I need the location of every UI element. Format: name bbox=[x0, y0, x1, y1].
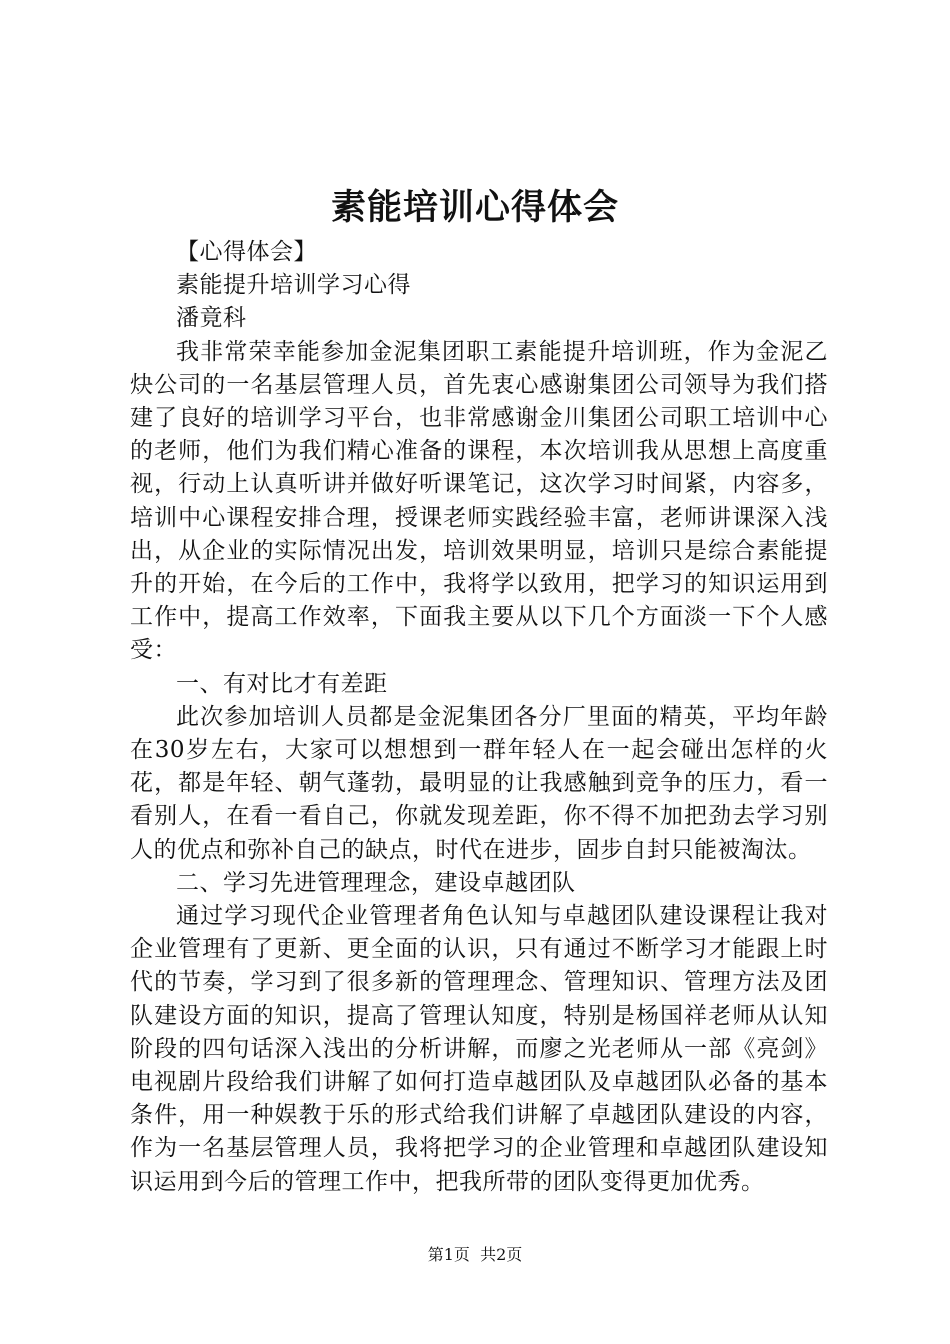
section-heading-2: 二、学习先进管理理念，建设卓越团队 bbox=[176, 869, 576, 896]
paragraph-section-2: 通过学习现代企业管理者角色认知与卓越团队建设课程让我对企业管理有了更新、更全面的认识，只有通过不断学习才能跟上时代的节奏，学习到了很多新的管理理念、管理知识、管理方法及团队建设方面的知识，提高了管理认知度，特别是杨国祥老师从认知阶段的四句话深入浅出的分析讲解，而廖之光老师从一部《亮剑》电视剧片段给我们讲解了如何打造卓越团队及卓越团队必备的基本条件，用一种娱教于乐的形式给我们讲解了卓越团队建设的内容，作为一名基层管理人员，我将把学习的企业管理和卓越团队建设知识运用到今后的管理工作中，把我所带的团队变得更加优秀。 bbox=[130, 903, 828, 1195]
paragraph-tag: 【心得体会】 bbox=[176, 239, 317, 265]
section-heading-1: 一、有对比才有差距 bbox=[176, 670, 388, 697]
page-number: 第1页 共2页 bbox=[427, 1245, 523, 1264]
paragraph-intro: 我非常荣幸能参加金泥集团职工素能提升培训班，作为金泥乙炔公司的一名基层管理人员，首先衷心感谢集团公司领导为我们搭建了良好的培训学习平台，也非常感谢金川集团公司职工培训中心的老师，他们为我们精心准备的课程，本次培训我从思想上高度重视，行动上认真听讲并做好听课笔记，这次学习时间紧，内容多，培训中心课程安排合理，授课老师实践经验丰富，老师讲课深入浅出，从企业的实际情况出发，培训效果明显，培训只是综合素能提升的开始，在今后的工作中，我将学以致用，把学习的知识运用到工作中，提高工作效率，下面我主要从以下几个方面淡一下个人感受： bbox=[130, 338, 828, 664]
document-body bbox=[130, 236, 828, 1199]
document-title: 素能培训心得体会 bbox=[330, 187, 619, 228]
page-footer bbox=[0, 1244, 950, 1266]
paragraph-section-1: 此次参加培训人员都是金泥集团各分厂里面的精英，平均年龄在30岁左右，大家可以想想到一群年轻人在一起会碰出怎样的火花，都是年轻、朝气蓬勃，最明显的让我感触到竞争的压力，看一看别人，在看一看自己，你就发现差距，你不得不加把劲去学习别人的优点和弥补自己的缺点，时代在进步，固步自封只能被淘汰。 bbox=[130, 703, 828, 863]
paragraph-subtitle: 素能提升培训学习心得 bbox=[176, 272, 411, 299]
paragraph-author: 潘竟科 bbox=[176, 305, 247, 332]
